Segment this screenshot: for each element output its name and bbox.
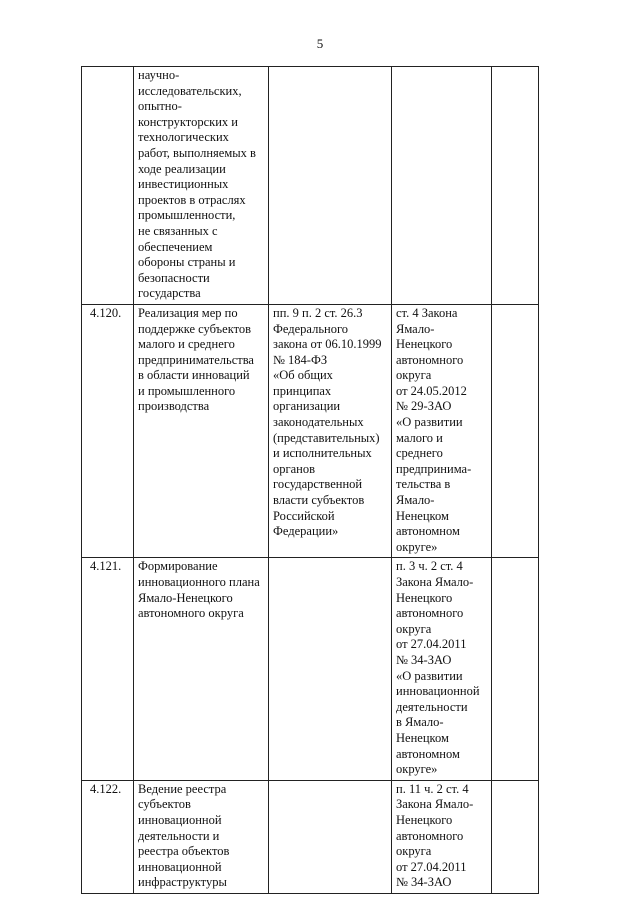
table-row [82,780,539,893]
row-number-cell: 4.121. [82,558,134,780]
table-row [82,67,539,305]
federal-law-cell [269,780,392,893]
table-row [82,558,539,780]
power-description-cell: Ведение реестра субъектов инновационной деятельности и реестра объектов инновационной инфраструктуры [134,780,269,893]
page-number: 5 [316,36,324,51]
table-row [82,304,539,558]
regional-law-cell: п. 11 ч. 2 ст. 4 Закона Ямало- Ненецкого автономного округа от 27.04.2011 № 34-ЗАО [392,780,492,893]
power-description-cell: Реализация мер по поддержке субъектов малого и среднего предпринимательства в области инноваций и промышленного производства [134,304,269,558]
power-description-cell: Формирование инновационного плана Ямало-Ненецкого автономного округа [134,558,269,780]
power-description-cell: научно- исследовательских, опытно- конструкторских и технологических работ, выполняемых в ходе реализации инвестиционных проектов в отраслях промышленности, не связанных с обеспечением обороны страны и безопасности государства [134,67,269,305]
regional-law-cell: ст. 4 Закона Ямало- Ненецкого автономного округа от 24.05.2012 № 29-ЗАО «О развитии малого и среднего предпринима- тельства в Ямало- Ненецком автономном округе» [392,304,492,558]
regional-law-cell: п. 3 ч. 2 ст. 4 Закона Ямало- Ненецкого автономного округа от 27.04.2011 № 34-ЗАО «О развитии инновационной деятельности в Ямало- Ненецком автономном округе» [392,558,492,780]
federal-law-cell [269,67,392,305]
extra-cell [492,304,539,558]
row-number-cell: 4.120. [82,304,134,558]
federal-law-cell [269,558,392,780]
federal-law-cell: пп. 9 п. 2 ст. 26.3 Федерального закона от 06.10.1999 № 184-ФЗ «Об общих принципах организации законодательных (представительных) и исполнительных органов государственной власти субъектов Российской Федерации» [269,304,392,558]
extra-cell [492,558,539,780]
regional-law-cell [392,67,492,305]
powers-table [81,66,539,894]
row-number-cell: 4.122. [82,780,134,893]
row-number-cell [82,67,134,305]
extra-cell [492,780,539,893]
extra-cell [492,67,539,305]
